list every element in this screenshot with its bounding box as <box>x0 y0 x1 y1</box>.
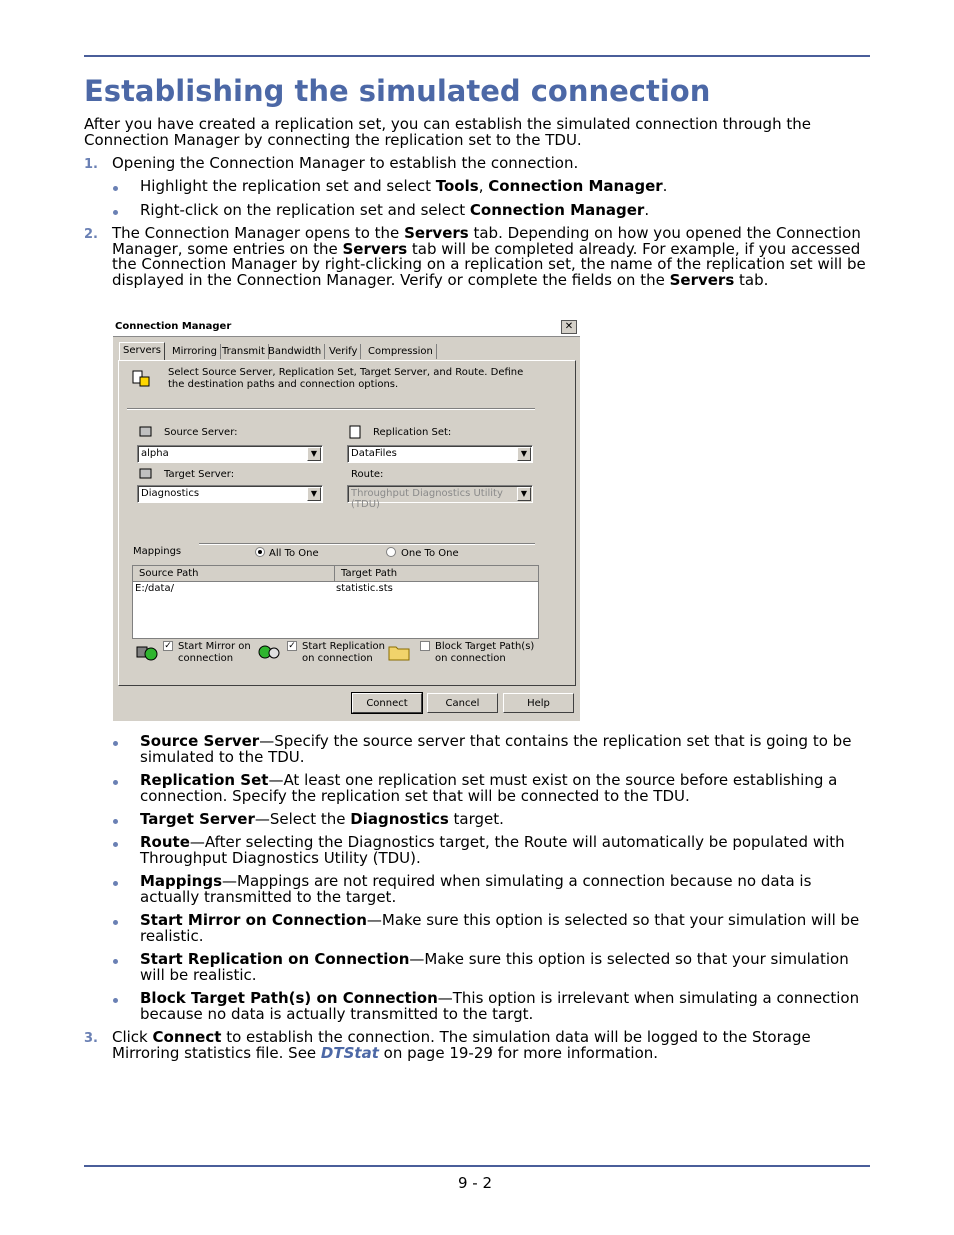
step-number: 2. <box>84 227 98 242</box>
route-label: Route: <box>351 469 384 480</box>
all-to-one-label: All To One <box>269 548 319 559</box>
bullet-dot <box>112 204 122 214</box>
source-server-value: alpha <box>141 448 169 459</box>
source-path-header[interactable] <box>133 566 335 582</box>
mappings-list[interactable] <box>132 565 539 639</box>
field-bullet: Start Replication on Connection—Make sure this option is selected so that your simulation will be realistic. <box>140 950 849 984</box>
chevron-down-icon[interactable]: ▼ <box>517 447 531 461</box>
field-bullet: Block Target Path(s) on Connection—This option is irrelevant when simulating a connection because no data is actually transmitted to the targt. <box>140 989 860 1023</box>
start-replication-checkbox[interactable]: ✓ <box>288 641 296 651</box>
target-server-value: Diagnostics <box>141 488 200 499</box>
mappings-label: Mappings <box>133 546 182 557</box>
route-combo <box>347 485 533 510</box>
field-bullet: Target Server—Select the Diagnostics target. <box>140 810 504 828</box>
help-button[interactable]: Help <box>503 693 574 713</box>
chevron-down-icon: ▼ <box>517 487 531 501</box>
one-to-one-label: One To One <box>401 548 459 559</box>
dialog-titlebar <box>113 318 580 337</box>
bullet-dot <box>112 735 122 745</box>
connection-icon <box>131 369 151 389</box>
bullet-item: Highlight the replication set and select Tools, Connection Manager. <box>140 177 668 195</box>
step-text: Click Connect to establish the connection. The simulation data will be logged to the Storage Mirroring statistics file. See DTStat on page 19-29 for more information. <box>112 1028 811 1062</box>
replication-set-combo[interactable] <box>347 445 533 463</box>
block-target-label: Block Target Path(s) on connection <box>435 641 535 664</box>
target-path-header-label: Target Path <box>341 568 398 579</box>
tab-bandwidth[interactable]: Bandwidth <box>265 344 325 359</box>
field-bullet: Replication Set—At least one replication set must exist on the source before establishing a connection. Specify the replication set that will be connected to the TDU. <box>140 771 838 805</box>
step-text: Opening the Connection Manager to establish the connection. <box>112 154 579 172</box>
divider <box>127 408 535 410</box>
connection-manager-dialog <box>113 318 580 721</box>
field-bullet: Source Server—Specify the source server that contains the replication set that is going to be simulated to the TDU. <box>140 732 852 766</box>
bullet-dot <box>112 813 122 823</box>
start-replication-label: Start Replication on connection <box>302 641 385 664</box>
step-number: 1. <box>84 157 98 172</box>
close-button[interactable]: ✕ <box>561 320 577 334</box>
tab-mirroring[interactable]: Mirroring <box>169 344 221 359</box>
start-mirror-checkbox[interactable]: ✓ <box>164 641 172 651</box>
chevron-down-icon[interactable]: ▼ <box>307 447 321 461</box>
step-text: The Connection Manager opens to the Servers tab. Depending on how you opened the Connection Manager, some entries on the Servers tab will be completed already. For example, if you accessed the Connection Manager by right-clicking on a replication set, the name of the replication set will be displayed in the Connection Manager. Verify or complete the fields on the Servers tab. <box>112 224 866 289</box>
dtstat-link[interactable]: DTStat <box>320 1043 379 1062</box>
tab-servers[interactable]: Servers <box>119 342 165 361</box>
start-mirror-label: Start Mirror on connection <box>178 641 251 664</box>
page-number: 9 - 2 <box>458 1174 493 1192</box>
page-title: Establishing the simulated connection <box>84 74 711 108</box>
connect-button[interactable]: Connect <box>352 693 422 713</box>
bullet-dot <box>112 875 122 885</box>
tab-compression[interactable]: Compression <box>365 344 437 359</box>
field-bullet: Mappings—Mappings are not required when simulating a connection because no data is actually transmitted to the target. <box>140 872 812 906</box>
replication-icon <box>257 641 283 663</box>
bottom-rule <box>84 1165 870 1167</box>
chevron-down-icon[interactable]: ▼ <box>307 487 321 501</box>
server-icon <box>139 425 153 439</box>
field-bullet: Start Mirror on Connection—Make sure this option is selected so that your simulation will be realistic. <box>140 911 860 945</box>
mirror-icon <box>135 641 161 663</box>
cancel-button[interactable]: Cancel <box>427 693 498 713</box>
field-bullet: Route—After selecting the Diagnostics target, the Route will automatically be populated with Throughput Diagnostics Utility (TDU). <box>140 833 845 867</box>
source-server-combo[interactable] <box>137 445 323 463</box>
bullet-dot <box>112 914 122 924</box>
target-server-label: Target Server: <box>164 469 235 480</box>
dialog-description: Select Source Server, Replication Set, Target Server, and Route. Define the destination paths and connection options. <box>168 367 524 390</box>
bullet-dot <box>112 953 122 963</box>
step-number: 3. <box>84 1031 98 1046</box>
dialog-title: Connection Manager <box>115 321 232 332</box>
bullet-dot <box>112 774 122 784</box>
one-to-one-radio[interactable] <box>386 547 396 557</box>
route-value: Throughput Diagnostics Utility (TDU) <box>351 488 503 510</box>
replication-set-label: Replication Set: <box>373 427 452 438</box>
servers-panel <box>118 360 576 686</box>
replication-set-icon <box>349 425 363 439</box>
mappings-divider <box>199 543 535 545</box>
folder-icon <box>387 641 413 663</box>
tab-verify[interactable]: Verify <box>326 344 361 359</box>
bullet-dot <box>112 992 122 1002</box>
top-rule <box>84 55 870 57</box>
source-path-header-label: Source Path <box>139 568 199 579</box>
target-server-icon <box>139 467 153 481</box>
source-path-cell: E:/data/ <box>135 583 174 594</box>
all-to-one-radio[interactable] <box>255 547 265 557</box>
target-server-combo[interactable] <box>137 485 323 503</box>
block-target-checkbox[interactable] <box>420 641 430 651</box>
target-path-header[interactable] <box>335 566 539 582</box>
target-path-cell: statistic.sts <box>336 583 393 594</box>
replication-set-value: DataFiles <box>351 448 397 459</box>
tab-transmit[interactable]: Transmit <box>219 344 269 359</box>
source-server-label: Source Server: <box>164 427 238 438</box>
bullet-dot <box>112 836 122 846</box>
intro-paragraph: After you have created a replication set, you can establish the simulated connection through the Connection Manager by connecting the replication set to the TDU. <box>84 115 811 149</box>
bullet-item: Right-click on the replication set and select Connection Manager. <box>140 201 650 219</box>
bullet-dot <box>112 180 122 190</box>
